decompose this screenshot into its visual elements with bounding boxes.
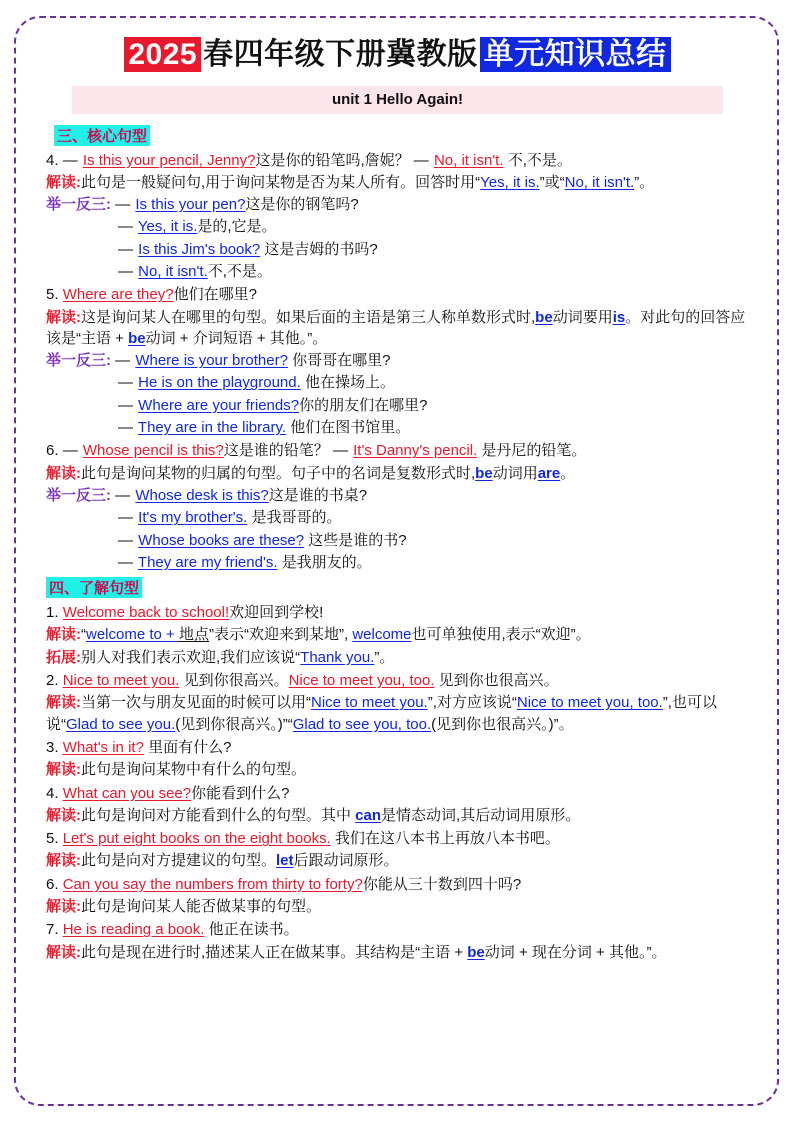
explain-text-1: 此句是现在进行时,描述某人正在做某事。其结构是“主语 + <box>81 943 468 961</box>
core-item-5-examples-label-row <box>46 350 749 371</box>
example-4-cn: 他们在图书馆里。 <box>290 419 411 437</box>
known-item-4-cn: 你能看到什么? <box>191 784 290 802</box>
core-item-4-sentence <box>46 150 749 171</box>
known-item-4-sentence <box>46 783 749 804</box>
example-3-dash: — <box>118 240 134 258</box>
explain-highlight-1: can <box>355 806 382 824</box>
extend-text-1: 别人对我们表示欢迎,我们应该说“ <box>81 648 301 666</box>
explain-label: 解读: <box>46 626 81 644</box>
known-item-4 <box>46 783 749 827</box>
core-item-4-example-4 <box>46 261 749 282</box>
example-1-cn: 这是你的钢笔吗? <box>245 196 359 214</box>
core-item-6-explanation <box>46 463 749 484</box>
extend-text-2: ”。 <box>374 648 395 666</box>
known-item-1 <box>46 602 749 668</box>
example-4-cn: 是我朋友的。 <box>281 553 372 571</box>
explain-highlight-1: Yes, it is. <box>480 173 540 191</box>
core-item-6-example-2 <box>46 507 749 528</box>
section-heading-known: 四、了解句型 <box>46 577 142 598</box>
example-3-cn: 这些是谁的书? <box>308 531 407 549</box>
core-item-6-question-en: Whose pencil is this? <box>82 442 224 460</box>
explain-highlight-2: welcome <box>352 626 412 644</box>
explain-highlight-2: Nice to meet you, too. <box>516 694 663 712</box>
explain-highlight-1: let <box>276 852 294 870</box>
known-item-6-sentence <box>46 874 749 895</box>
title-part-summary: 单元知识总结 <box>480 37 671 72</box>
known-item-3-cn: 里面有什么? <box>148 738 232 756</box>
example-4-dash: — <box>118 262 134 280</box>
example-1-en: Whose desk is this? <box>135 486 269 504</box>
explain-text-1: 此句是询问某人能否做某事的句型。 <box>81 898 322 915</box>
title-part-year: 2025 <box>124 37 201 72</box>
known-item-1-extend <box>46 647 749 668</box>
explain-label: 解读: <box>46 943 81 961</box>
example-4-en: They are my friend's. <box>137 553 278 571</box>
core-item-6-a-dash: — <box>332 442 349 460</box>
known-item-7-en: He is reading a book. <box>62 921 205 939</box>
core-item-4-a-dash: — <box>413 151 430 169</box>
explain-label: 解读: <box>46 761 81 779</box>
known-item-2-number: 2. <box>46 672 59 690</box>
core-item-5-question-en: Where are they? <box>62 286 174 304</box>
known-item-6-explanation <box>46 896 749 917</box>
explain-label: 解读: <box>46 464 81 482</box>
explain-text-3: ”,也可以说“ <box>46 694 717 733</box>
explain-highlight-1b: 地点 <box>178 626 209 644</box>
core-item-5-example-4 <box>46 417 749 438</box>
example-4-cn: 不,不是。 <box>207 262 272 280</box>
explain-text-3: 。对此句的回答应该是“主语 + <box>46 308 746 347</box>
known-item-2-cn2: 见到你也很高兴。 <box>438 672 559 690</box>
explain-text-2: 动词用 <box>492 464 538 482</box>
core-item-6-number: 6. <box>46 442 59 460</box>
examples-label: 举一反三: <box>46 486 111 504</box>
example-2-cn: 他在操场上。 <box>304 374 395 392</box>
explain-label: 解读: <box>46 173 81 191</box>
section-known-sentences <box>46 574 749 963</box>
core-item-4 <box>46 150 749 283</box>
example-2-dash: — <box>118 374 134 392</box>
explain-text-2: ”或“ <box>539 173 565 191</box>
known-item-6-en: Can you say the numbers from thirty to forty? <box>62 875 363 893</box>
explain-text-3: 也可单独使用,表示“欢迎”。 <box>411 626 591 644</box>
known-item-6-cn: 你能从三十数到四十吗? <box>362 875 522 893</box>
explain-text-1: “ <box>81 626 86 644</box>
core-item-4-example-3 <box>46 239 749 260</box>
document-content <box>46 36 749 963</box>
example-2-dash: — <box>118 509 134 527</box>
examples-label: 举一反三: <box>46 196 111 214</box>
known-item-4-en: What can you see? <box>62 784 192 802</box>
core-item-4-answer-en: No, it isn't. <box>433 151 504 169</box>
title-part-grade: 春四年级下册冀教版 <box>203 38 478 71</box>
explain-text-2: 后跟动词原形。 <box>293 852 399 870</box>
explain-label: 解读: <box>46 694 81 712</box>
core-item-6-question-cn: 这是谁的铅笔？ <box>223 442 329 460</box>
section-heading-core: 三、核心句型 <box>54 125 150 146</box>
example-2-cn: 是我哥哥的。 <box>251 509 342 527</box>
known-item-7-number: 7. <box>46 921 59 939</box>
explain-highlight-1: be <box>475 464 493 482</box>
known-item-3-en: What's in it? <box>62 738 144 756</box>
core-item-4-number: 4. <box>46 151 59 169</box>
example-3-en: Is this Jim's book? <box>138 240 261 258</box>
examples-label: 举一反三: <box>46 352 111 370</box>
explain-text-2: 动词 + 现在分词 + 其他。”。 <box>484 943 667 961</box>
known-item-1-explanation <box>46 624 749 645</box>
known-item-3-number: 3. <box>46 738 59 756</box>
known-item-2-sentence <box>46 670 749 691</box>
explain-text-1: 此句是向对方提建议的句型。 <box>81 852 277 870</box>
example-2-en: It's my brother's. <box>138 509 248 527</box>
explain-text-2: ”,对方应该说“ <box>427 694 517 712</box>
explain-text-5: (见到你也很高兴。)”。 <box>431 715 574 733</box>
explain-highlight-1: Nice to meet you. <box>311 694 428 712</box>
example-4-en: They are in the library. <box>137 419 287 437</box>
known-item-2-en: Nice to meet you. <box>62 672 180 690</box>
explain-text-4: (见到你很高兴。)”“ <box>175 715 293 733</box>
example-3-cn: 这是吉姆的书吗? <box>264 240 378 258</box>
example-3-en: Where are your friends? <box>138 396 300 414</box>
example-3-dash: — <box>118 396 134 414</box>
core-item-5 <box>46 284 749 438</box>
core-item-4-example-2 <box>46 216 749 237</box>
example-3-dash: — <box>118 531 134 549</box>
core-item-5-example-3 <box>46 395 749 416</box>
core-item-4-question-en: Is this your pencil, Jenny? <box>82 151 256 169</box>
example-1-dash: — <box>115 352 132 370</box>
known-item-5-sentence <box>46 828 749 849</box>
known-item-4-number: 4. <box>46 784 59 802</box>
explain-highlight-3: Glad to see you. <box>66 715 176 733</box>
known-item-2-en2: Nice to meet you, too. <box>288 672 435 690</box>
known-item-2-cn: 见到你很高兴。 <box>183 672 289 690</box>
core-item-4-examples-label-row <box>46 194 749 215</box>
example-2-en: Yes, it is. <box>137 218 198 236</box>
extend-label: 拓展: <box>46 648 81 666</box>
known-item-4-explanation <box>46 805 749 826</box>
page-title <box>46 36 749 74</box>
known-item-5-en: Let's put eight books on the eight books. <box>62 830 331 848</box>
known-item-6 <box>46 874 749 918</box>
example-4-dash: — <box>118 553 134 571</box>
example-3-cn: 你的朋友们在哪里? <box>299 396 428 414</box>
example-1-dash: — <box>115 486 132 504</box>
known-item-3-sentence <box>46 737 749 758</box>
explain-highlight-4: Glad to see you, too. <box>292 715 432 733</box>
explain-text-2: ”表示“欢迎来到某地”, <box>208 626 353 644</box>
core-item-5-explanation <box>46 307 749 350</box>
explain-text-3: 。 <box>560 464 576 482</box>
known-item-3 <box>46 737 749 781</box>
explain-label: 解读: <box>46 806 81 824</box>
section-core-sentences <box>46 122 749 574</box>
known-item-6-number: 6. <box>46 875 59 893</box>
known-item-2-explanation <box>46 692 749 735</box>
core-item-5-example-2 <box>46 372 749 393</box>
example-2-en: He is on the playground. <box>138 374 301 392</box>
explain-text-2: 动词要用 <box>552 308 613 326</box>
known-item-7-sentence <box>46 919 749 940</box>
explain-text-1: 此句是询问某物中有什么的句型。 <box>81 761 307 779</box>
example-3-en: Whose books are these? <box>138 531 305 549</box>
example-1-en: Where is your brother? <box>135 352 288 370</box>
core-item-6 <box>46 440 749 573</box>
example-4-dash: — <box>118 419 134 437</box>
known-item-1-en: Welcome back to school! <box>62 604 230 622</box>
explain-text-2: 是情态动词,其后动词用原形。 <box>381 806 581 824</box>
known-item-5 <box>46 828 749 872</box>
known-item-7 <box>46 919 749 963</box>
core-item-5-question-cn: 他们在哪里? <box>173 286 257 304</box>
explain-text-1: 此句是询问对方能看到什么的句型。其中 <box>81 806 356 824</box>
example-1-dash: — <box>115 196 132 214</box>
known-item-1-sentence <box>46 602 749 623</box>
explain-text-3: ”。 <box>634 173 655 191</box>
explain-highlight-1: be <box>467 943 485 961</box>
explain-highlight-3: be <box>128 329 146 347</box>
explain-label: 解读: <box>46 852 81 870</box>
known-item-2 <box>46 670 749 735</box>
core-item-6-answer-cn: 是丹尼的铅笔。 <box>481 442 587 460</box>
known-item-1-number: 1. <box>46 604 59 622</box>
explain-highlight-2: are <box>537 464 561 482</box>
explain-text-1: 此句是一般疑问句,用于询问某物是否为某人所有。回答时用“ <box>81 173 481 191</box>
core-item-6-example-3 <box>46 530 749 551</box>
core-item-4-answer-cn: 不,不是。 <box>507 151 572 169</box>
explain-highlight-2: No, it isn't. <box>564 173 635 191</box>
core-item-6-sentence <box>46 440 749 461</box>
explain-text-1: 此句是询问某物的归属的句型。句子中的名词是复数形式时, <box>81 464 476 482</box>
known-item-5-cn: 我们在这八本书上再放八本书吧。 <box>334 830 560 848</box>
explain-highlight-2: is <box>612 308 626 326</box>
core-item-5-sentence <box>46 284 749 305</box>
known-item-7-cn: 他正在读书。 <box>208 921 299 939</box>
core-item-4-q-dash: — <box>62 151 79 169</box>
explain-highlight-1: be <box>535 308 553 326</box>
core-item-5-number: 5. <box>46 286 59 304</box>
known-item-5-number: 5. <box>46 830 59 848</box>
example-1-cn: 你哥哥在哪里? <box>292 352 391 370</box>
explain-highlight-1: welcome to + <box>86 626 179 644</box>
example-1-cn: 这是谁的书桌? <box>268 486 368 504</box>
explain-text-1: 这是询问某人在哪里的句型。如果后面的主语是第三人称单数形式时, <box>81 308 536 326</box>
core-item-6-examples-label-row <box>46 485 749 506</box>
example-4-en: No, it isn't. <box>138 262 208 280</box>
extend-highlight-1: Thank you. <box>300 648 375 666</box>
core-item-6-answer-en: It's Danny's pencil. <box>353 442 478 460</box>
example-2-dash: — <box>118 218 134 236</box>
unit-header: unit 1 Hello Again! <box>72 86 723 114</box>
core-item-6-q-dash: — <box>62 442 79 460</box>
example-2-cn: 是的,它是。 <box>197 218 277 236</box>
known-item-1-cn: 欢迎回到学校! <box>229 604 324 622</box>
explain-text-4: 动词 + 介词短语 + 其他。”。 <box>145 329 328 347</box>
core-item-4-explanation <box>46 172 749 193</box>
explain-label: 解读: <box>46 898 81 915</box>
core-item-4-question-cn: 这是你的铅笔吗,詹妮？ <box>255 151 410 169</box>
known-item-3-explanation <box>46 759 749 780</box>
core-item-6-example-4 <box>46 552 749 573</box>
known-item-7-explanation <box>46 942 749 963</box>
example-1-en: Is this your pen? <box>135 196 246 214</box>
known-item-5-explanation <box>46 850 749 871</box>
explain-label: 解读: <box>46 308 81 326</box>
explain-text-1: 当第一次与朋友见面的时候可以用“ <box>81 694 311 712</box>
